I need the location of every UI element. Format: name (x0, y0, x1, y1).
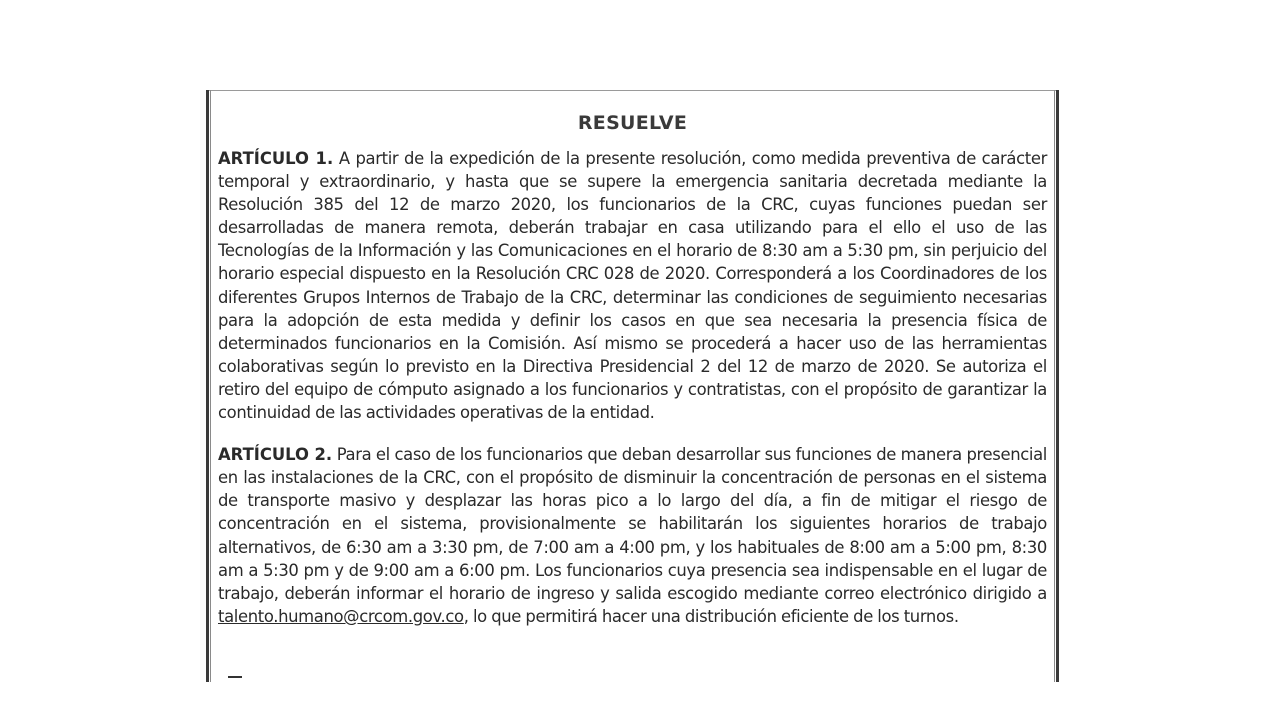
cut-off-text-fragment (228, 676, 242, 682)
document-body (218, 112, 1047, 628)
article-2 (218, 443, 1047, 628)
article-1-title: ARTÍCULO 1. (218, 149, 334, 168)
document-top-edge (206, 90, 1059, 91)
article-2-text-before-email: Para el caso de los funcionarios que deban desarrollar sus funciones de manera presencial en las instalaciones de la CRC, con el propósito de disminuir la concentración de personas en el sistema de transporte masivo y desplazar las horas pico a lo largo del día, a fin de mitigar el riesgo de concentración en el sistema, provisionalmente se habilitarán los siguientes horarios de trabajo alternativos, de 6:30 am a 3:30 pm, de 7:00 am a 4:00 pm, y los habituales de 8:00 am a 5:00 pm, 8:30 am a 5:30 pm y de 9:00 am a 6:00 pm. Los funcionarios cuya presencia sea indispensable en el lugar de trabajo, deberán informar el horario de ingreso y salida escogido mediante correo electrónico dirigido a (218, 445, 1047, 603)
document-left-border (206, 90, 209, 682)
document-right-border (1056, 90, 1059, 682)
document-left-border-inner (210, 90, 211, 682)
article-2-title: ARTÍCULO 2. (218, 445, 333, 465)
scanned-document-page (206, 90, 1059, 682)
section-heading: RESUELVE (577, 112, 688, 134)
article-2-text-after-email: , lo que permitirá hacer una distribución eficiente de los turnos. (463, 606, 959, 626)
article-1 (218, 147, 1047, 424)
document-right-border-inner (1054, 90, 1055, 682)
article-1-text: A partir de la expedición de la presente resolución, como medida preventiva de carácter temporal y extraordinario, y hasta que se supere la emergencia sanitaria decretada mediante la Resolución 385 del 12 de marzo 2020, los funcionarios de la CRC, cuyas funciones puedan ser desarrolladas de manera remota, deberán trabajar en casa utilizando para el ello el uso de las Tecnologías de la Información y las Comunicaciones en el horario de 8:30 am a 5:30 pm, sin perjuicio del horario especial dispuesto en la Resolución CRC 028 de 2020. Corresponderá a los Coordinadores de los diferentes Grupos Internos de Trabajo de la CRC, determinar las condiciones de seguimiento necesarias para la adopción de esta medida y definir los casos en que sea necesaria la presencia física de determinados funcionarios en la Comisión. Así mismo se procederá a hacer uso de las herramientas colaborativas según lo previsto en la Directiva Presidencial 2 del 12 de marzo de 2020. Se autoriza el retiro del equipo de cómputo asignado a los funcionarios y contratistas, con el propósito de garantizar la continuidad de las actividades operativas de la entidad. (218, 149, 1047, 423)
email-link[interactable]: talento.humano@crcom.gov.co (218, 606, 464, 626)
